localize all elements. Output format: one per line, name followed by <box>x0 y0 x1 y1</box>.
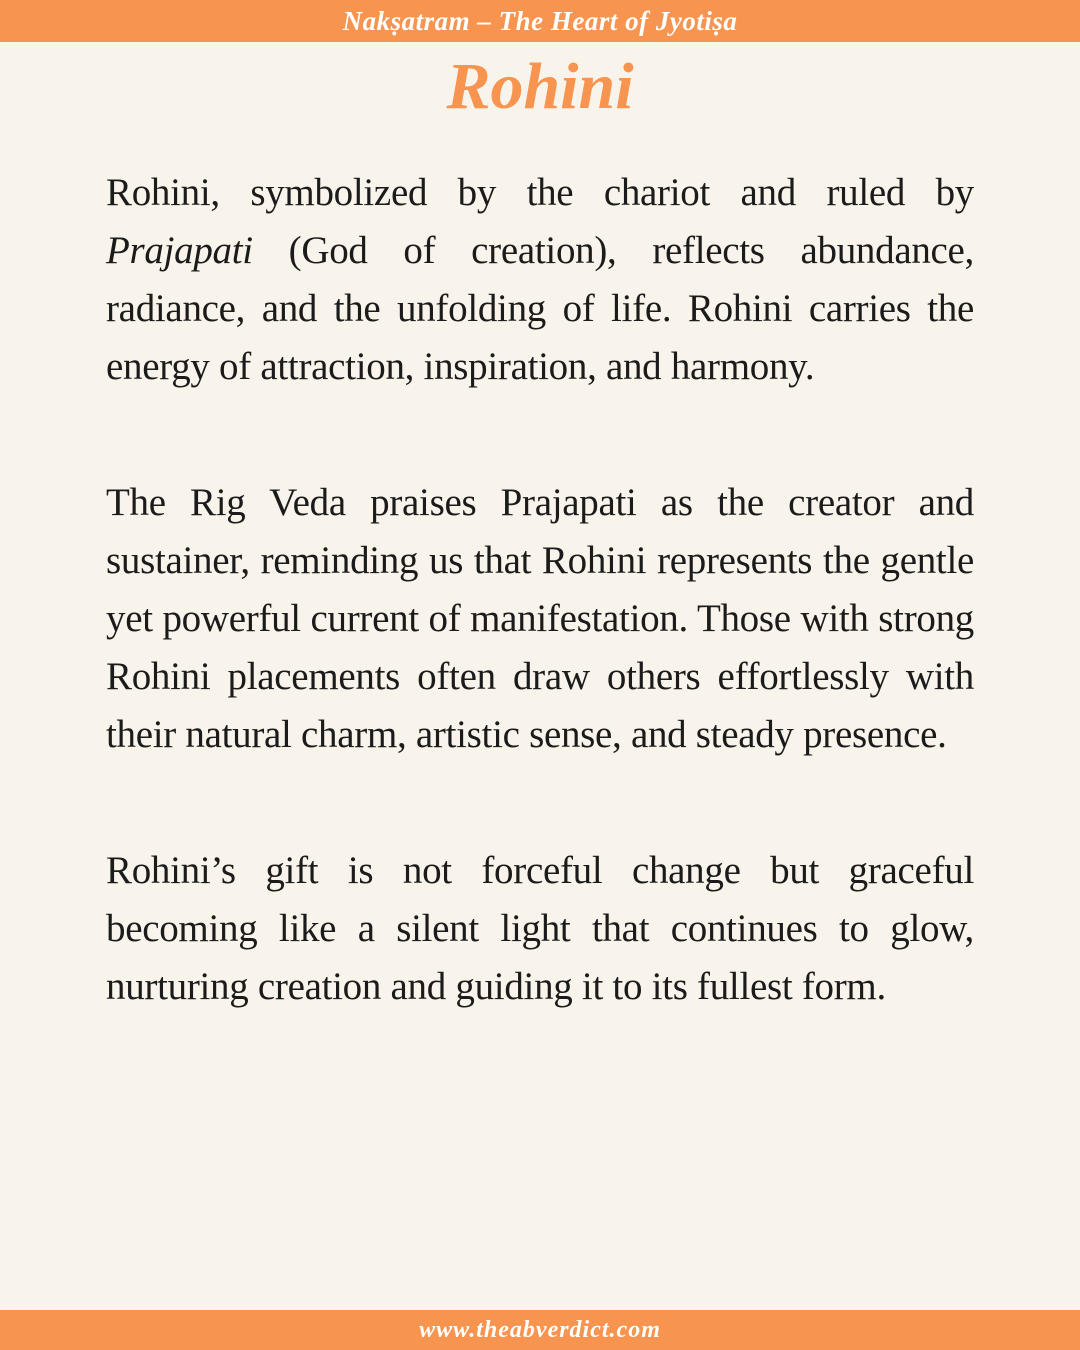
body-paragraph <box>106 842 974 1016</box>
text-segment: (God of creation), reflects abundance, radiance, and the unfolding of life. Rohini carries the energy of attraction, inspiration, and harmony. <box>106 229 974 388</box>
body-paragraph <box>106 164 974 396</box>
header-bar <box>0 0 1080 42</box>
footer-bar <box>0 1310 1080 1350</box>
footer-url: www.theabverdict.com <box>419 1316 661 1343</box>
text-segment: Rohini’s gift is not forceful change but graceful becoming like a silent light that continues to glow, nurturing creation and guiding it to its fullest form. <box>106 849 974 1008</box>
text-segment: The Rig Veda praises Prajapati as the creator and sustainer, reminding us that Rohini represents the gentle yet powerful current of manifestation. Those with strong Rohini placements often draw others effortlessly with their natural charm, artistic sense, and steady presence. <box>106 481 974 756</box>
article-body <box>0 164 1080 1016</box>
header-title: Nakṣatram – The Heart of Jyotiṣa <box>342 5 738 36</box>
italic-text-segment: Prajapati <box>106 229 253 272</box>
page-title: Rohini <box>446 50 634 123</box>
text-segment: Rohini, symbolized by the chariot and ruled by <box>106 171 974 214</box>
body-paragraph <box>106 474 974 764</box>
